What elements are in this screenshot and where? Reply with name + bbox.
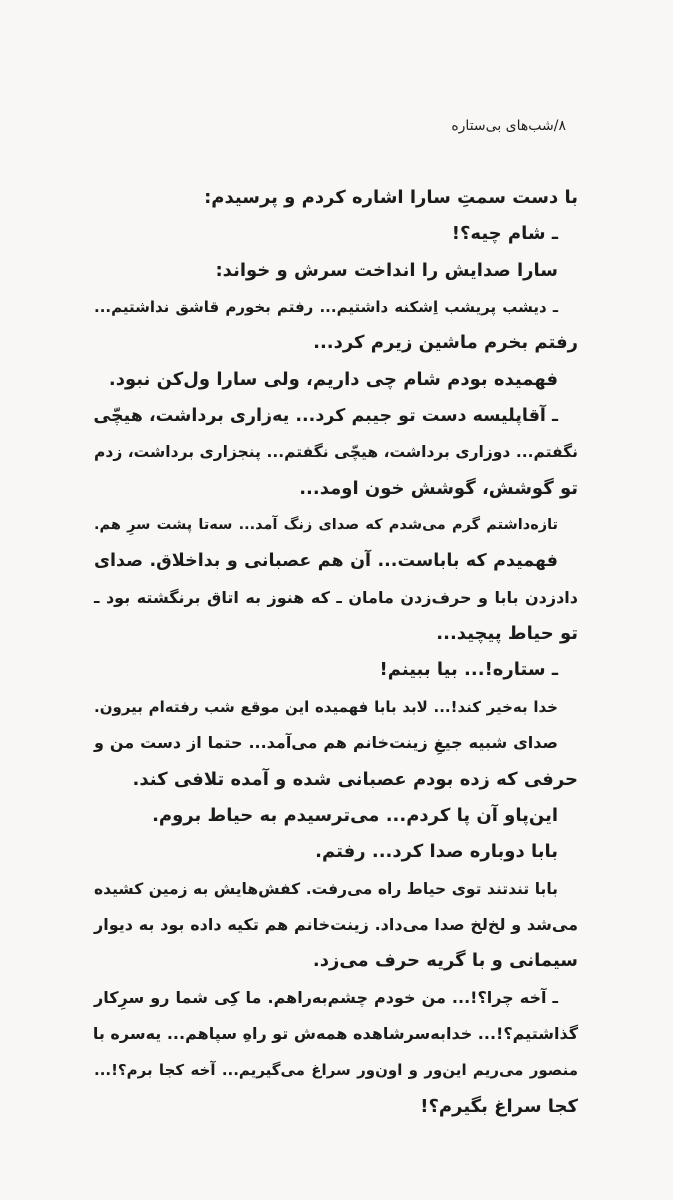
text-line: می‌شد و لخ‌لخ صدا می‌داد. زینت‌خانم هم تکیه داده بود به دیوار — [94, 914, 578, 934]
text-line: گذاشتیم؟!... خدابه‌سرشاهده همه‌ش تو راهِ سپاهم... یه‌سره با — [92, 1023, 578, 1043]
text-line: صدای شبیه جیغِ زینت‌خانم هم می‌آمد... حتما از دست من و — [94, 733, 558, 753]
text-line: ـ آخه چرا؟!... من خودم چشم‌به‌راهم. ما کِی شما رو سرِکار — [94, 987, 558, 1007]
text-line: دادزدن بابا و حرف‌زدن مامان ـ که هنوز به اتاق برنگشته بود ـ — [94, 587, 578, 607]
text-line: منصور می‌ریم این‌ور و اون‌ور سراغ می‌گیریم... آخه کجا برم؟!... — [94, 1061, 578, 1080]
text-line: این‌پاو آن پا کردم... می‌ترسیدم به حیاط بروم. — [152, 804, 558, 826]
text-line: با دست سمتِ سارا اشاره کردم و پرسیدم: — [204, 187, 578, 208]
text-line: بابا دوباره صدا کرد... رفتم. — [315, 841, 558, 863]
body-text — [94, 180, 578, 1125]
text-line: ـ شام چیه؟! — [451, 223, 558, 245]
text-line: تو گوشش، گوشش خون اومد... — [299, 477, 578, 499]
text-line: ـ ستاره!... بیا ببینم! — [379, 659, 558, 681]
text-line: تازه‌داشتم گرم می‌شدم که صدای زنگ آمد... سه‌تا پشت سرِ هم. — [94, 517, 558, 534]
text-line: ـ دیشب پریشب اِشکنه داشتیم... رفتم بخورم قاشق نداشتیم... — [94, 298, 558, 317]
text-line: حرفی که زده بودم عصبانی شده و آمده تلافی کند. — [132, 768, 578, 790]
text-line: فهمیدم که باباست... آن هم عصبانی و بداخلاق. صدای — [94, 551, 558, 572]
text-line: تو حیاط پیچید... — [436, 623, 578, 645]
text-line: بابا تندتند توی حیاط راه می‌رفت. کفش‌هایش به زمین کشیده — [94, 879, 558, 898]
text-line: ـ آقاپلیسه دست تو جیبم کرد... یه‌زاری برداشت، هیچّی — [93, 406, 558, 427]
text-line: فهمیده بودم شام چی داریم، ولی سارا ول‌کن نبود. — [108, 368, 558, 390]
text-line: سیمانی و با گریه حرف می‌زد. — [312, 950, 578, 972]
text-line: رفتم بخرم ماشین زیرم کرد... — [313, 332, 578, 354]
text-line: خدا به‌خیر کند!... لابد بابا فهمیده این موقع شب رفته‌ام بیرون. — [94, 697, 558, 716]
text-line: کجا سراغ بگیرم؟! — [420, 1095, 578, 1117]
text-line: نگفتم... دوزاری برداشت، هیچّی نگفتم... پنجزاری برداشت، زدم — [94, 443, 578, 462]
text-line: سارا صدایش را انداخت سرش و خواند: — [215, 259, 558, 281]
running-header: ۸/شب‌های بی‌ستاره — [451, 118, 566, 134]
